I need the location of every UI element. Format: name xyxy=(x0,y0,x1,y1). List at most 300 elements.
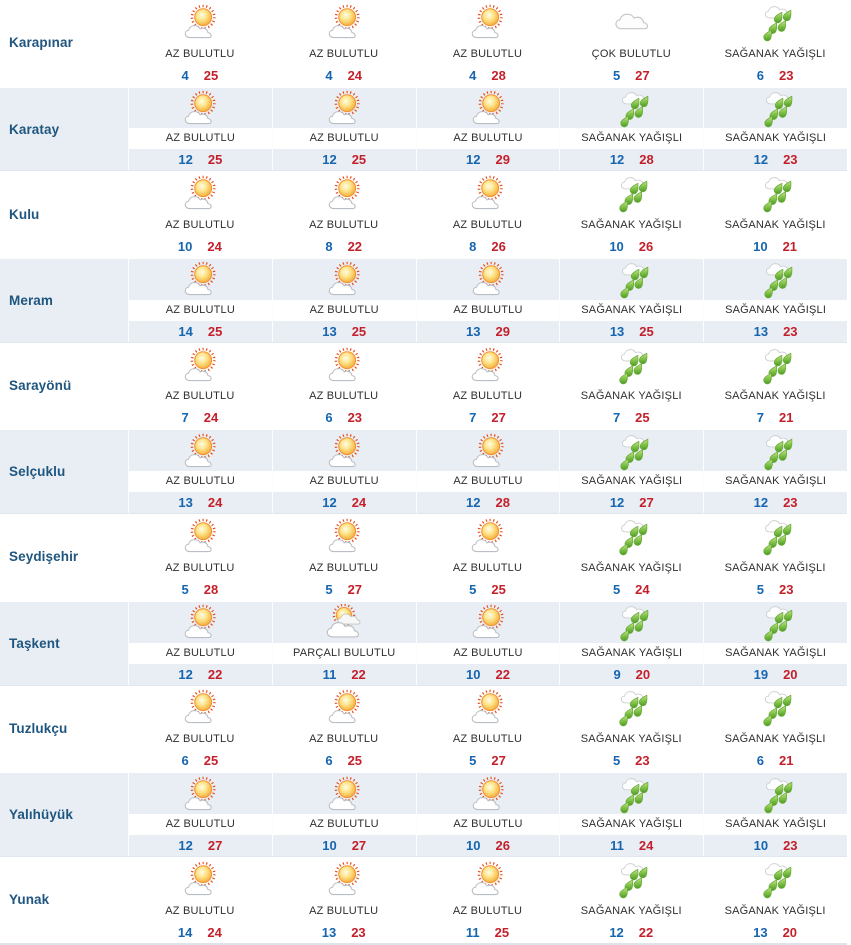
icon-area xyxy=(129,773,272,814)
min-temp: 5 xyxy=(469,753,477,769)
row-cells xyxy=(128,686,847,772)
condition-label: SAĞANAK YAĞIŞLI xyxy=(560,643,703,664)
min-temp: 12 xyxy=(609,924,624,940)
sun-cloud-icon xyxy=(469,604,507,642)
icon-area xyxy=(272,514,416,558)
city-name[interactable]: Selçuklu xyxy=(9,464,66,480)
sun-cloud-icon xyxy=(325,261,363,299)
temps xyxy=(560,321,703,342)
condition-label: AZ BULUTLU xyxy=(417,471,560,492)
rain-icon xyxy=(612,689,650,727)
min-temp: 10 xyxy=(753,837,769,853)
city-name[interactable]: Yalıhüyük xyxy=(9,807,73,823)
max-temp: 25 xyxy=(207,152,223,168)
table-row xyxy=(0,771,847,857)
temps xyxy=(128,922,272,943)
min-temp: 6 xyxy=(325,753,333,769)
temps xyxy=(704,149,847,170)
temps xyxy=(273,664,416,685)
forecast-cell xyxy=(703,171,847,257)
sun-cloud-icon xyxy=(181,90,219,128)
forecast-cell xyxy=(128,602,272,685)
temps xyxy=(128,407,272,428)
forecast-cell xyxy=(559,343,703,429)
sun-cloud-icon xyxy=(469,261,507,299)
condition-label: SAĞANAK YAĞIŞLI xyxy=(560,471,703,492)
forecast-cell xyxy=(559,773,703,856)
temps xyxy=(560,835,703,856)
max-temp: 22 xyxy=(638,924,654,940)
temps xyxy=(559,407,703,428)
row-cells xyxy=(128,773,847,856)
city-column xyxy=(0,430,128,513)
forecast-cell xyxy=(128,686,272,772)
min-temp: 4 xyxy=(181,67,189,83)
min-temp: 4 xyxy=(325,67,333,83)
condition-label: SAĞANAK YAĞIŞLI xyxy=(704,471,847,492)
condition-label: AZ BULUTLU xyxy=(165,561,235,574)
forecast-cell xyxy=(416,259,560,342)
city-name[interactable]: Yunak xyxy=(9,892,50,908)
temps xyxy=(129,492,272,513)
city-name[interactable]: Taşkent xyxy=(9,635,60,651)
icon-area xyxy=(703,686,847,730)
icon-area xyxy=(417,430,560,471)
condition-label: AZ BULUTLU xyxy=(165,219,235,232)
temps xyxy=(703,236,847,257)
min-temp: 13 xyxy=(178,495,193,511)
condition-label: SAĞANAK YAĞIŞLI xyxy=(724,219,826,232)
max-temp: 20 xyxy=(783,666,798,682)
condition-label: AZ BULUTLU xyxy=(417,128,560,149)
forecast-cell xyxy=(559,602,703,685)
max-temp: 23 xyxy=(347,410,363,426)
max-temp: 23 xyxy=(351,924,366,940)
icon-area xyxy=(416,686,560,730)
max-temp: 26 xyxy=(495,837,510,853)
forecast-cell xyxy=(128,857,272,943)
max-temp: 25 xyxy=(639,323,654,339)
icon-area xyxy=(128,0,272,44)
icon-area xyxy=(704,602,847,643)
max-temp: 25 xyxy=(351,323,367,339)
forecast-cell xyxy=(416,602,560,685)
max-temp: 22 xyxy=(495,666,510,682)
city-name[interactable]: Seydişehir xyxy=(9,549,79,565)
rain-icon xyxy=(756,175,794,213)
temps xyxy=(417,835,560,856)
condition-label: SAĞANAK YAĞIŞLI xyxy=(724,733,826,746)
max-temp: 23 xyxy=(783,152,798,168)
max-temp: 27 xyxy=(207,837,223,853)
max-temp: 29 xyxy=(495,323,510,339)
condition-label: AZ BULUTLU xyxy=(165,47,235,60)
min-temp: 12 xyxy=(178,152,193,168)
min-temp: 12 xyxy=(178,666,193,682)
max-temp: 28 xyxy=(203,581,219,597)
max-temp: 23 xyxy=(778,581,794,597)
row-cells xyxy=(128,514,847,600)
min-temp: 5 xyxy=(612,753,621,769)
sun-cloud-icon xyxy=(325,347,363,385)
temps xyxy=(703,65,847,86)
condition-label: AZ BULUTLU xyxy=(452,390,523,403)
icon-area xyxy=(559,514,703,558)
condition-label: SAĞANAK YAĞIŞLI xyxy=(560,814,703,835)
temps xyxy=(129,321,272,342)
temps xyxy=(128,236,272,257)
sun-cloud-icon xyxy=(325,4,363,42)
temps xyxy=(416,65,560,86)
icon-area xyxy=(416,343,560,387)
rain-icon xyxy=(612,347,650,385)
min-temp: 5 xyxy=(325,581,333,597)
condition-label: SAĞANAK YAĞIŞLI xyxy=(580,733,682,746)
max-temp: 25 xyxy=(491,581,506,597)
max-temp: 21 xyxy=(778,753,794,769)
max-temp: 25 xyxy=(494,924,510,940)
icon-area xyxy=(416,857,560,901)
rain-icon xyxy=(613,261,651,299)
temps xyxy=(272,922,416,943)
forecast-cell xyxy=(416,686,560,772)
forecast-cell xyxy=(703,0,847,86)
min-temp: 11 xyxy=(465,924,480,940)
forecast-cell xyxy=(703,602,847,685)
city-name[interactable]: Meram xyxy=(9,292,54,308)
forecast-cell xyxy=(272,857,416,943)
icon-area xyxy=(272,171,416,215)
rain-icon xyxy=(613,433,651,471)
condition-label: SAĞANAK YAĞIŞLI xyxy=(580,390,682,403)
temps xyxy=(416,236,560,257)
row-cells xyxy=(128,430,847,513)
max-temp: 25 xyxy=(203,753,219,769)
row-cells xyxy=(128,343,847,429)
condition-label: AZ BULUTLU xyxy=(273,300,416,321)
condition-label: AZ BULUTLU xyxy=(129,814,272,835)
max-temp: 23 xyxy=(778,67,794,83)
icon-area xyxy=(416,171,560,215)
max-temp: 23 xyxy=(635,753,650,769)
condition-label: AZ BULUTLU xyxy=(129,300,272,321)
icon-area xyxy=(704,430,847,471)
temps xyxy=(129,149,272,170)
rain-icon xyxy=(756,861,794,899)
max-temp: 28 xyxy=(639,152,654,168)
max-temp: 25 xyxy=(207,323,223,339)
table-row xyxy=(0,428,847,514)
condition-label: SAĞANAK YAĞIŞLI xyxy=(724,47,826,60)
min-temp: 12 xyxy=(322,495,337,511)
rain-icon xyxy=(613,604,651,642)
min-temp: 12 xyxy=(466,152,481,168)
condition-label: AZ BULUTLU xyxy=(129,128,272,149)
temps xyxy=(559,579,703,600)
sun-cloud-icon xyxy=(468,518,506,556)
forecast-cell xyxy=(559,0,703,86)
forecast-cell xyxy=(703,259,847,342)
sun-cloud-icon xyxy=(181,518,219,556)
city-column xyxy=(0,686,128,772)
condition-label: AZ BULUTLU xyxy=(309,219,379,232)
table-row xyxy=(0,600,847,686)
forecast-cell xyxy=(416,430,560,513)
condition-label: AZ BULUTLU xyxy=(452,219,523,232)
icon-area xyxy=(272,857,416,901)
rain-icon xyxy=(757,261,795,299)
row-cells xyxy=(128,857,847,943)
city-name[interactable]: Sarayönü xyxy=(9,378,72,394)
max-temp: 27 xyxy=(639,495,654,511)
icon-area xyxy=(417,88,560,129)
forecast-cell xyxy=(703,857,847,943)
max-temp: 20 xyxy=(635,666,651,682)
icon-area xyxy=(416,514,560,558)
condition-label: AZ BULUTLU xyxy=(417,643,560,664)
forecast-cell xyxy=(416,773,560,856)
icon-area xyxy=(273,88,416,129)
icon-area xyxy=(703,857,847,901)
forecast-cell xyxy=(703,514,847,600)
forecast-cell xyxy=(703,686,847,772)
max-temp: 24 xyxy=(347,67,363,83)
temps xyxy=(703,750,847,771)
sun-cloud-icon xyxy=(325,689,363,727)
table-row xyxy=(0,343,847,429)
temps xyxy=(704,492,847,513)
forecast-cell xyxy=(703,773,847,856)
min-temp: 9 xyxy=(613,666,621,682)
icon-area xyxy=(129,259,272,300)
city-column xyxy=(0,0,128,86)
temps xyxy=(416,579,560,600)
condition-label: AZ BULUTLU xyxy=(129,643,272,664)
temps xyxy=(559,65,703,86)
max-temp: 24 xyxy=(635,581,650,597)
icon-area xyxy=(417,602,560,643)
sun-cloud-icon xyxy=(181,261,219,299)
sun-cloud-icon xyxy=(468,4,506,42)
temps xyxy=(273,835,416,856)
forecast-cell xyxy=(416,514,560,600)
icon-area xyxy=(559,686,703,730)
sun-cloud-icon xyxy=(181,347,219,385)
max-temp: 23 xyxy=(783,323,798,339)
condition-label: AZ BULUTLU xyxy=(309,390,379,403)
condition-label: AZ BULUTLU xyxy=(273,471,416,492)
city-column xyxy=(0,602,128,685)
temps xyxy=(559,922,703,943)
max-temp: 25 xyxy=(203,67,219,83)
table-row xyxy=(0,857,847,943)
rain-icon xyxy=(757,433,795,471)
sun-cloud-icon xyxy=(325,90,363,128)
city-column xyxy=(0,171,128,257)
forecast-cell xyxy=(559,514,703,600)
max-temp: 25 xyxy=(351,152,367,168)
temps xyxy=(703,579,847,600)
sun-cloud-icon xyxy=(181,861,219,899)
icon-area xyxy=(560,602,703,643)
condition-label: AZ BULUTLU xyxy=(165,390,235,403)
forecast-cell xyxy=(128,259,272,342)
min-temp: 10 xyxy=(466,837,481,853)
condition-label: SAĞANAK YAĞIŞLI xyxy=(580,904,682,917)
forecast-cell xyxy=(272,686,416,772)
max-temp: 24 xyxy=(351,495,367,511)
condition-label: SAĞANAK YAĞIŞLI xyxy=(560,128,703,149)
table-row xyxy=(0,686,847,772)
temps xyxy=(273,149,416,170)
rain-icon xyxy=(613,90,651,128)
temps xyxy=(417,321,560,342)
temps xyxy=(560,492,703,513)
sun-cloud-icon xyxy=(468,347,506,385)
city-column xyxy=(0,773,128,856)
temps xyxy=(416,922,560,943)
temps xyxy=(703,922,847,943)
sun-cloud-icon xyxy=(325,175,363,213)
min-temp: 5 xyxy=(469,581,477,597)
city-column xyxy=(0,88,128,171)
temps xyxy=(559,236,703,257)
temps xyxy=(272,579,416,600)
icon-area xyxy=(129,88,272,129)
icon-area xyxy=(704,259,847,300)
sun-cloud-icon xyxy=(468,861,506,899)
temps xyxy=(272,65,416,86)
min-temp: 6 xyxy=(756,753,764,769)
forecast-cell xyxy=(272,259,416,342)
condition-label: AZ BULUTLU xyxy=(309,561,379,574)
sun-cloud-icon xyxy=(181,175,219,213)
forecast-cell xyxy=(272,602,416,685)
icon-area xyxy=(417,773,560,814)
rain-icon xyxy=(756,689,794,727)
icon-area xyxy=(704,773,847,814)
table-row xyxy=(0,86,847,172)
max-temp: 27 xyxy=(347,581,363,597)
condition-label: AZ BULUTLU xyxy=(417,300,560,321)
max-temp: 27 xyxy=(491,753,506,769)
min-temp: 14 xyxy=(178,323,193,339)
max-temp: 25 xyxy=(347,753,363,769)
icon-area xyxy=(703,343,847,387)
min-temp: 5 xyxy=(612,67,621,83)
min-temp: 7 xyxy=(469,410,477,426)
rain-icon xyxy=(756,4,794,42)
icon-area xyxy=(704,88,847,129)
temps xyxy=(128,65,272,86)
temps xyxy=(560,664,703,685)
icon-area xyxy=(703,171,847,215)
temps xyxy=(704,321,847,342)
table-row xyxy=(0,0,847,86)
max-temp: 23 xyxy=(783,495,798,511)
temps xyxy=(273,492,416,513)
temps xyxy=(272,407,416,428)
city-column xyxy=(0,857,128,943)
max-temp: 24 xyxy=(638,837,654,853)
condition-label: AZ BULUTLU xyxy=(129,471,272,492)
sun-cloud-icon xyxy=(468,175,506,213)
min-temp: 19 xyxy=(753,666,769,682)
condition-label: SAĞANAK YAĞIŞLI xyxy=(704,128,847,149)
condition-label: AZ BULUTLU xyxy=(273,128,416,149)
forecast-cell xyxy=(272,171,416,257)
forecast-cell xyxy=(272,343,416,429)
icon-area xyxy=(273,773,416,814)
min-temp: 10 xyxy=(466,666,481,682)
condition-label: PARÇALI BULUTLU xyxy=(273,643,416,664)
table-row xyxy=(0,171,847,257)
condition-label: AZ BULUTLU xyxy=(452,904,523,917)
condition-label: AZ BULUTLU xyxy=(309,47,379,60)
icon-area xyxy=(559,343,703,387)
sun-cloud-icon xyxy=(325,518,363,556)
city-column xyxy=(0,514,128,600)
city-name[interactable]: Karapınar xyxy=(9,35,73,51)
city-name[interactable]: Tuzlukçu xyxy=(9,720,68,736)
temps xyxy=(129,835,272,856)
icon-area xyxy=(559,171,703,215)
rain-icon xyxy=(757,776,795,814)
icon-area xyxy=(703,0,847,44)
temps xyxy=(559,750,703,771)
forecast-cell xyxy=(128,514,272,600)
sun-cloud-icon xyxy=(469,90,507,128)
condition-label: AZ BULUTLU xyxy=(309,733,379,746)
city-name[interactable]: Karatay xyxy=(9,121,60,137)
min-temp: 12 xyxy=(609,495,625,511)
forecast-cell xyxy=(559,686,703,772)
icon-area xyxy=(416,0,560,44)
city-name[interactable]: Kulu xyxy=(9,206,40,222)
icon-area xyxy=(273,259,416,300)
city-column xyxy=(0,259,128,342)
temps xyxy=(416,407,560,428)
min-temp: 8 xyxy=(325,239,333,255)
max-temp: 26 xyxy=(638,239,654,255)
max-temp: 21 xyxy=(778,410,794,426)
rain-icon xyxy=(757,90,795,128)
icon-area xyxy=(128,343,272,387)
min-temp: 11 xyxy=(610,837,624,853)
icon-area xyxy=(272,686,416,730)
city-column xyxy=(0,343,128,429)
temps xyxy=(416,750,560,771)
temps xyxy=(560,149,703,170)
temps xyxy=(128,579,272,600)
sun-cloud-icon xyxy=(325,433,363,471)
icon-area xyxy=(128,171,272,215)
forecast-cell xyxy=(128,430,272,513)
forecast-cell xyxy=(272,88,416,171)
sun-cloud-icon xyxy=(469,433,507,471)
min-temp: 8 xyxy=(469,239,477,255)
max-temp: 21 xyxy=(782,239,798,255)
condition-label: AZ BULUTLU xyxy=(417,814,560,835)
min-temp: 14 xyxy=(177,924,193,940)
forecast-cell xyxy=(128,171,272,257)
icon-area xyxy=(560,259,703,300)
max-temp: 27 xyxy=(351,837,367,853)
min-temp: 10 xyxy=(609,239,624,255)
forecast-cell xyxy=(272,0,416,86)
forecast-cell xyxy=(416,88,560,171)
row-cells xyxy=(128,0,847,86)
